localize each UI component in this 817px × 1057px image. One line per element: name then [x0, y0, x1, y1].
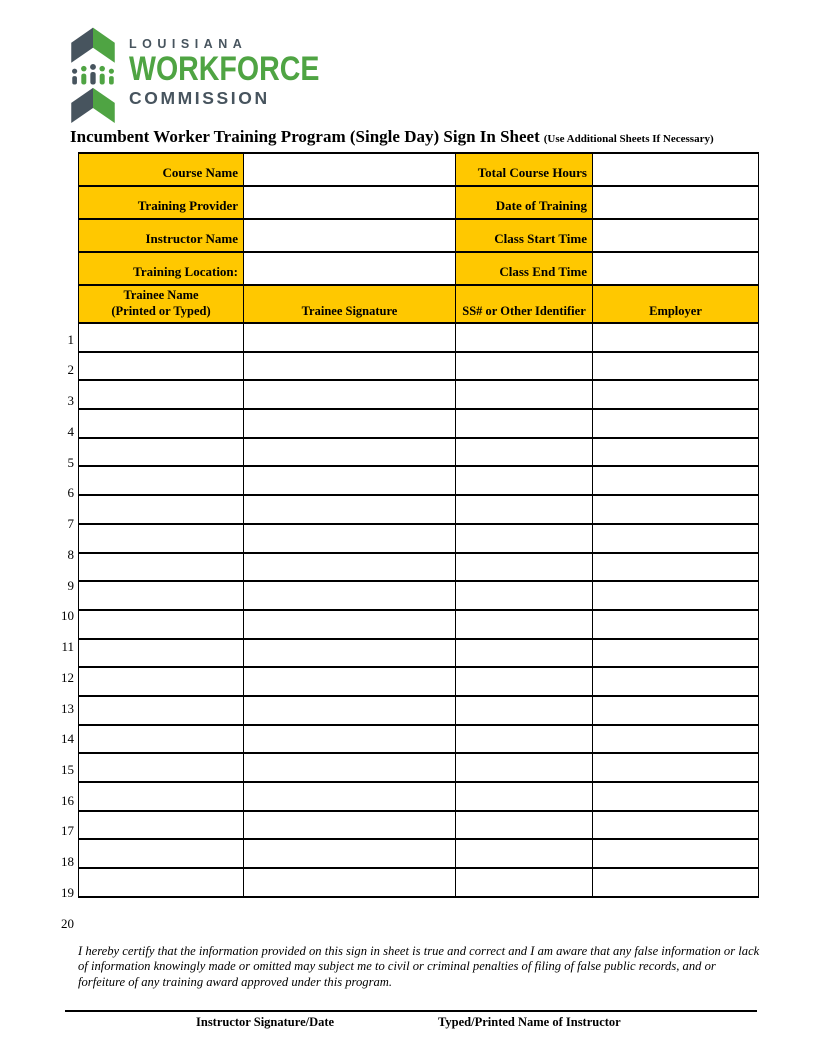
cell-employer-row-19[interactable] — [593, 839, 759, 868]
cell-employer-row-14[interactable] — [593, 696, 759, 725]
signin-row-15 — [79, 725, 759, 754]
cell-ss-identifier-row-18[interactable] — [456, 811, 593, 840]
signin-row-11 — [79, 610, 759, 639]
cell-employer-row-2[interactable] — [593, 352, 759, 381]
cell-trainee-name-row-14[interactable] — [79, 696, 244, 725]
cell-ss-identifier-row-12[interactable] — [456, 639, 593, 668]
cell-trainee-signature-row-9[interactable] — [244, 553, 456, 582]
row-number-9: 9 — [67, 577, 74, 593]
cell-trainee-signature-row-6[interactable] — [244, 466, 456, 495]
signin-row-14 — [79, 696, 759, 725]
cell-trainee-name-row-5[interactable] — [79, 438, 244, 467]
cell-trainee-name-row-11[interactable] — [79, 610, 244, 639]
cell-trainee-signature-row-12[interactable] — [244, 639, 456, 668]
cell-ss-identifier-row-11[interactable] — [456, 610, 593, 639]
signin-row-13 — [79, 667, 759, 696]
cell-trainee-signature-row-4[interactable] — [244, 409, 456, 438]
signin-row-16 — [79, 753, 759, 782]
lwc-chevron-people-icon — [64, 26, 122, 123]
cell-trainee-signature-row-1[interactable] — [244, 323, 456, 352]
cell-ss-identifier-row-7[interactable] — [456, 495, 593, 524]
cell-trainee-signature-row-18[interactable] — [244, 811, 456, 840]
info-row-course-name — [79, 153, 759, 186]
row-number-18: 18 — [61, 854, 74, 870]
cell-trainee-name-row-4[interactable] — [79, 409, 244, 438]
signin-row-19 — [79, 839, 759, 868]
cell-ss-identifier-row-2[interactable] — [456, 352, 593, 381]
lwc-logo-text — [129, 26, 356, 109]
row-number-7: 7 — [67, 516, 74, 532]
cell-ss-identifier-row-10[interactable] — [456, 581, 593, 610]
cell-trainee-signature-row-14[interactable] — [244, 696, 456, 725]
cell-trainee-name-row-3[interactable] — [79, 380, 244, 409]
instructor-name-label: Instructor Name — [79, 219, 244, 252]
signin-row-18 — [79, 811, 759, 840]
training-provider-label: Training Provider — [79, 186, 244, 219]
signin-row-9 — [79, 553, 759, 582]
page-title — [70, 127, 714, 147]
cell-employer-row-8[interactable] — [593, 524, 759, 553]
cell-employer-row-10[interactable] — [593, 581, 759, 610]
row-number-2: 2 — [67, 362, 74, 378]
logo-louisiana-text: LOUISIANA — [129, 37, 248, 51]
cell-employer-row-15[interactable] — [593, 725, 759, 754]
page-title-note: (Use Additional Sheets If Necessary) — [543, 133, 714, 145]
trainee-name-header-line1: Trainee Name — [123, 287, 199, 302]
cell-ss-identifier-row-8[interactable] — [456, 524, 593, 553]
row-number-20: 20 — [61, 915, 74, 931]
row-number-10: 10 — [61, 608, 74, 624]
employer-header: Employer — [593, 285, 759, 323]
class-end-time-label: Class End Time — [456, 252, 593, 285]
ss-identifier-header: SS# or Other Identifier — [456, 285, 593, 323]
cell-employer-row-1[interactable] — [593, 323, 759, 352]
cell-trainee-name-row-7[interactable] — [79, 495, 244, 524]
row-number-3: 3 — [67, 393, 74, 409]
row-number-4: 4 — [67, 423, 74, 439]
cell-trainee-signature-row-19[interactable] — [244, 839, 456, 868]
cell-employer-row-5[interactable] — [593, 438, 759, 467]
training-location-label: Training Location: — [79, 252, 244, 285]
cell-ss-identifier-row-17[interactable] — [456, 782, 593, 811]
cell-trainee-name-row-19[interactable] — [79, 839, 244, 868]
row-number-14: 14 — [61, 731, 74, 747]
row-number-19: 19 — [61, 884, 74, 900]
cell-trainee-signature-row-2[interactable] — [244, 352, 456, 381]
row-number-12: 12 — [61, 669, 74, 685]
trainee-name-header — [79, 285, 244, 323]
course-name-label: Course Name — [79, 153, 244, 186]
instructor-signature-line[interactable] — [65, 1010, 757, 1012]
cell-employer-row-12[interactable] — [593, 639, 759, 668]
lwc-logo — [64, 26, 356, 123]
cell-ss-identifier-row-15[interactable] — [456, 725, 593, 754]
cell-trainee-signature-row-20[interactable] — [244, 868, 456, 897]
cell-employer-row-7[interactable] — [593, 495, 759, 524]
row-number-8: 8 — [67, 546, 74, 562]
signin-header-row — [79, 285, 759, 323]
signin-row-3 — [79, 380, 759, 409]
cell-trainee-signature-row-8[interactable] — [244, 524, 456, 553]
cell-trainee-name-row-1[interactable] — [79, 323, 244, 352]
training-location-input[interactable] — [244, 252, 456, 285]
cell-ss-identifier-row-16[interactable] — [456, 753, 593, 782]
cell-ss-identifier-row-4[interactable] — [456, 409, 593, 438]
logo-commission-text: COMMISSION — [129, 88, 270, 108]
signin-row-12 — [79, 639, 759, 668]
instructor-signature-date-label: Instructor Signature/Date — [196, 1015, 335, 1029]
logo-workforce-text: WORKFORCE — [129, 50, 320, 88]
signin-row-8 — [79, 524, 759, 553]
row-numbers-gutter — [52, 322, 74, 937]
signin-row-10 — [79, 581, 759, 610]
cell-trainee-name-row-12[interactable] — [79, 639, 244, 668]
cell-trainee-signature-row-17[interactable] — [244, 782, 456, 811]
cell-employer-row-3[interactable] — [593, 380, 759, 409]
cell-employer-row-20[interactable] — [593, 868, 759, 897]
signin-row-6 — [79, 466, 759, 495]
cell-trainee-name-row-8[interactable] — [79, 524, 244, 553]
cell-trainee-name-row-18[interactable] — [79, 811, 244, 840]
cell-trainee-name-row-20[interactable] — [79, 868, 244, 897]
cell-employer-row-16[interactable] — [593, 753, 759, 782]
cell-employer-row-18[interactable] — [593, 811, 759, 840]
cell-trainee-name-row-17[interactable] — [79, 782, 244, 811]
trainee-name-header-line2: (Printed or Typed) — [111, 303, 211, 318]
info-row-training-location — [79, 252, 759, 285]
cell-employer-row-11[interactable] — [593, 610, 759, 639]
signin-row-2 — [79, 352, 759, 381]
cell-trainee-signature-row-7[interactable] — [244, 495, 456, 524]
course-info-table — [78, 152, 759, 286]
cell-trainee-name-row-15[interactable] — [79, 725, 244, 754]
row-number-13: 13 — [61, 700, 74, 716]
cell-ss-identifier-row-6[interactable] — [456, 466, 593, 495]
cell-ss-identifier-row-1[interactable] — [456, 323, 593, 352]
cell-trainee-name-row-2[interactable] — [79, 352, 244, 381]
info-row-instructor-name — [79, 219, 759, 252]
cell-employer-row-9[interactable] — [593, 553, 759, 582]
signin-row-5 — [79, 438, 759, 467]
cell-ss-identifier-row-19[interactable] — [456, 839, 593, 868]
typed-printed-name-label: Typed/Printed Name of Instructor — [438, 1015, 621, 1029]
total-course-hours-label: Total Course Hours — [456, 153, 593, 186]
trainee-signature-header: Trainee Signature — [244, 285, 456, 323]
cell-trainee-name-row-10[interactable] — [79, 581, 244, 610]
cell-employer-row-6[interactable] — [593, 466, 759, 495]
signin-table-body — [79, 323, 759, 897]
cell-trainee-name-row-16[interactable] — [79, 753, 244, 782]
signin-row-17 — [79, 782, 759, 811]
row-number-6: 6 — [67, 485, 74, 501]
cell-trainee-signature-row-16[interactable] — [244, 753, 456, 782]
cell-trainee-name-row-13[interactable] — [79, 667, 244, 696]
cell-employer-row-4[interactable] — [593, 409, 759, 438]
cell-ss-identifier-row-13[interactable] — [456, 667, 593, 696]
signin-row-4 — [79, 409, 759, 438]
cell-trainee-signature-row-11[interactable] — [244, 610, 456, 639]
signin-table — [78, 284, 759, 898]
row-number-5: 5 — [67, 454, 74, 470]
cell-ss-identifier-row-9[interactable] — [456, 553, 593, 582]
class-start-time-input[interactable] — [593, 219, 759, 252]
signin-row-7 — [79, 495, 759, 524]
signin-row-1 — [79, 323, 759, 352]
cell-employer-row-13[interactable] — [593, 667, 759, 696]
row-number-11: 11 — [61, 639, 74, 655]
signin-row-20 — [79, 868, 759, 897]
cell-trainee-signature-row-15[interactable] — [244, 725, 456, 754]
class-end-time-input[interactable] — [593, 252, 759, 285]
cell-trainee-name-row-9[interactable] — [79, 553, 244, 582]
cell-ss-identifier-row-3[interactable] — [456, 380, 593, 409]
row-number-15: 15 — [61, 762, 74, 778]
certification-text: I hereby certify that the information provided on this sign in sheet is true and correct and I am aware that any false information or lack of information knowingly made or omitted may subject me to civil or criminal penalties of filing of false public records, and or forfeiture of any training award approved under this program. — [78, 944, 760, 989]
cell-ss-identifier-row-5[interactable] — [456, 438, 593, 467]
row-number-16: 16 — [61, 792, 74, 808]
cell-trainee-signature-row-3[interactable] — [244, 380, 456, 409]
row-number-17: 17 — [61, 823, 74, 839]
cell-trainee-signature-row-5[interactable] — [244, 438, 456, 467]
total-course-hours-input[interactable] — [593, 153, 759, 186]
cell-trainee-signature-row-10[interactable] — [244, 581, 456, 610]
instructor-name-input[interactable] — [244, 219, 456, 252]
cell-ss-identifier-row-14[interactable] — [456, 696, 593, 725]
page-title-main: Incumbent Worker Training Program (Single Day) Sign In Sheet — [70, 127, 540, 146]
info-row-training-provider — [79, 186, 759, 219]
cell-trainee-signature-row-13[interactable] — [244, 667, 456, 696]
row-number-1: 1 — [67, 331, 74, 347]
date-of-training-label: Date of Training — [456, 186, 593, 219]
cell-employer-row-17[interactable] — [593, 782, 759, 811]
training-provider-input[interactable] — [244, 186, 456, 219]
cell-ss-identifier-row-20[interactable] — [456, 868, 593, 897]
date-of-training-input[interactable] — [593, 186, 759, 219]
cell-trainee-name-row-6[interactable] — [79, 466, 244, 495]
course-name-input[interactable] — [244, 153, 456, 186]
class-start-time-label: Class Start Time — [456, 219, 593, 252]
